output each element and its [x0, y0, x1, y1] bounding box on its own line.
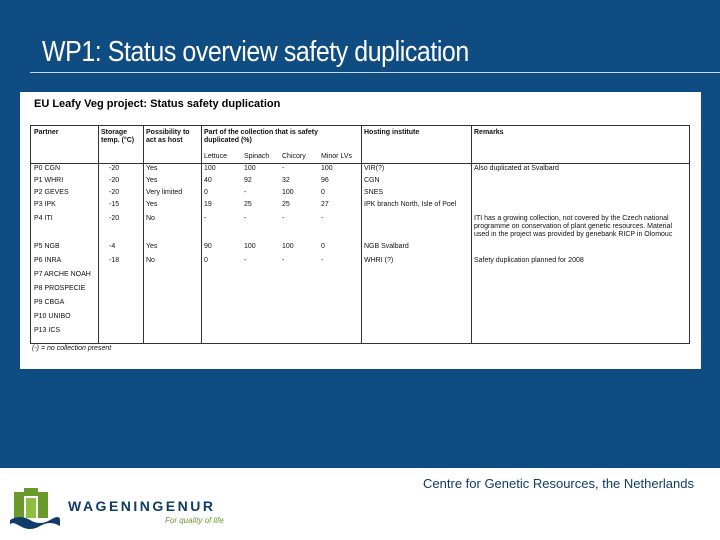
- table-cell-partner: P1 WHRI: [34, 177, 64, 184]
- logo-wordmark: WAGENINGENUR: [68, 498, 216, 514]
- table-cell-possibility: Yes: [146, 243, 158, 250]
- table-cell-partner: P2 GEVES: [34, 189, 69, 196]
- document-heading: EU Leafy Veg project: Status safety duplication: [34, 98, 281, 110]
- table-cell-lettuce: 0: [204, 189, 208, 196]
- table-cell-host: VIR(?): [364, 165, 385, 172]
- table-cell-remarks: Also duplicated at Svalbard: [474, 165, 559, 172]
- table-cell-lettuce: 0: [204, 257, 208, 264]
- status-table: [30, 125, 690, 344]
- table-cell-storage: -20: [109, 215, 120, 222]
- logo-tagline: For quality of life: [165, 516, 224, 525]
- title-divider: [30, 72, 720, 73]
- table-cell-host: CGN: [364, 177, 380, 184]
- table-cell-spinach: -: [244, 257, 247, 264]
- subcol-spinach: Spinach: [244, 153, 270, 160]
- table-cell-chicory: 100: [282, 243, 294, 250]
- table-cell-partner: P6 INRA: [34, 257, 62, 264]
- table-cell-minor: 96: [321, 177, 329, 184]
- table-cell-lettuce: 19: [204, 201, 212, 208]
- table-cell-spinach: 100: [244, 165, 256, 172]
- table-cell-lettuce: -: [204, 215, 207, 222]
- table-cell-partner: P5 NGB: [34, 243, 60, 250]
- table-cell-chicory: -: [282, 215, 285, 222]
- table-cell-partner: P9 CBGA: [34, 299, 65, 306]
- status-document: [20, 92, 701, 369]
- table-cell-lettuce: 90: [204, 243, 212, 250]
- table-cell-spinach: -: [244, 215, 247, 222]
- table-cell-minor: 0: [321, 189, 325, 196]
- col-header-part: Part of the collection that is safety duplicated (%): [204, 129, 318, 144]
- table-cell-partner: P4 ITI: [34, 215, 53, 222]
- column-divider: [201, 126, 202, 343]
- table-cell-lettuce: 100: [204, 165, 216, 172]
- table-cell-storage: -18: [109, 257, 120, 264]
- table-cell-minor: 0: [321, 243, 325, 250]
- table-cell-minor: 27: [321, 201, 329, 208]
- table-cell-lettuce: 40: [204, 177, 212, 184]
- slide-title: WP1: Status overview safety duplication: [42, 36, 469, 68]
- table-cell-possibility: Yes: [146, 177, 158, 184]
- subcol-chicory: Chicory: [282, 153, 306, 160]
- wageningen-ur-logo: [10, 486, 250, 530]
- table-cell-chicory: -: [282, 165, 285, 172]
- table-cell-storage: -20: [109, 165, 120, 172]
- column-divider: [143, 126, 144, 343]
- table-cell-chicory: 100: [282, 189, 294, 196]
- table-cell-chicory: -: [282, 257, 285, 264]
- table-cell-storage: -15: [109, 201, 120, 208]
- header-divider: [31, 163, 689, 164]
- table-cell-partner: P7 ARCHE NOAH: [34, 271, 91, 278]
- table-cell-storage: -4: [109, 243, 116, 250]
- table-cell-remarks: Safety duplication planned for 2008: [474, 257, 584, 264]
- col-header-storage: Storage temp. (°C): [101, 129, 135, 144]
- table-cell-chicory: 32: [282, 177, 290, 184]
- col-header-host: Hosting institute: [364, 129, 420, 136]
- table-cell-spinach: 100: [244, 243, 256, 250]
- table-cell-storage: -20: [109, 189, 120, 196]
- table-cell-spinach: -: [244, 189, 247, 196]
- table-cell-possibility: No: [146, 257, 155, 264]
- table-cell-host: WHRI (?): [364, 257, 394, 264]
- table-cell-partner: P8 PROSPECIE: [34, 285, 86, 292]
- table-cell-spinach: 92: [244, 177, 252, 184]
- table-cell-storage: -20: [109, 177, 120, 184]
- table-cell-host: NGB Svalbard: [364, 243, 409, 250]
- table-cell-minor: -: [321, 215, 324, 222]
- col-header-remarks: Remarks: [474, 129, 504, 136]
- subcol-lettuce: Lettuce: [204, 153, 227, 160]
- table-cell-host: IPK branch North, Isle of Poel: [364, 201, 457, 208]
- column-divider: [98, 126, 99, 343]
- table-cell-spinach: 25: [244, 201, 252, 208]
- table-cell-minor: 100: [321, 165, 333, 172]
- column-divider: [361, 126, 362, 343]
- logo-emblem-icon: [10, 486, 60, 530]
- table-cell-host: SNES: [364, 189, 384, 196]
- table-cell-partner: P10 UNIBO: [34, 313, 71, 320]
- table-cell-partner: P0 CGN: [34, 165, 61, 172]
- table-cell-partner: P3 IPK: [34, 201, 56, 208]
- table-cell-possibility: Yes: [146, 201, 158, 208]
- table-cell-possibility: Yes: [146, 165, 158, 172]
- column-divider: [471, 126, 472, 343]
- table-cell-possibility: No: [146, 215, 155, 222]
- subcol-minor: Minor LVs: [321, 153, 352, 160]
- table-cell-minor: -: [321, 257, 324, 264]
- col-header-partner: Partner: [34, 129, 59, 136]
- table-cell-chicory: 25: [282, 201, 290, 208]
- table-cell-possibility: Very limited: [146, 189, 183, 196]
- table-footnote: (-) = no collection present: [32, 345, 112, 352]
- footer-credit: Centre for Genetic Resources, the Netherlands: [423, 476, 694, 491]
- table-cell-remarks: ITI has a growing collection, not covered by the Czech national programme on conservation of plant genetic resources. Material used in the project was provided by genebank RICP in Olomouc: [474, 215, 673, 238]
- table-cell-partner: P13 ICS: [34, 327, 61, 334]
- col-header-possibility: Possibility to act as host: [146, 129, 190, 144]
